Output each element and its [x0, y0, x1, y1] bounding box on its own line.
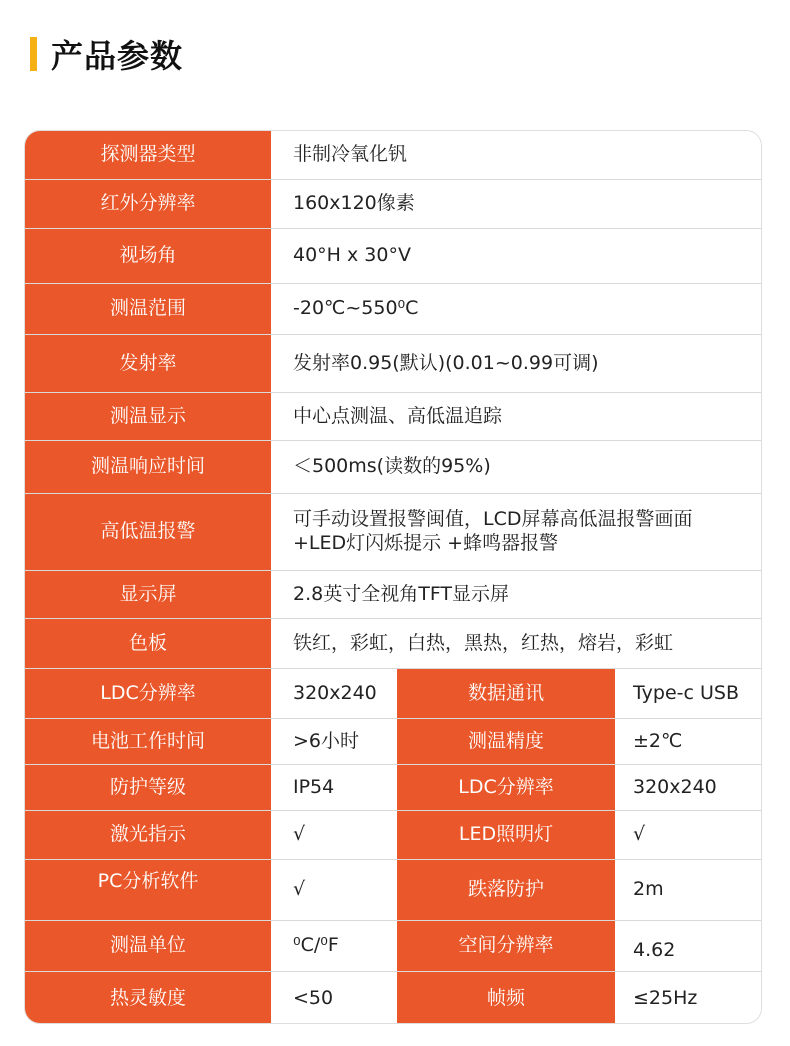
spec-label: 高低温报警 — [25, 494, 271, 570]
spec-value: 40°H x 30°V — [271, 229, 762, 283]
spec-label: 发射率 — [25, 335, 271, 392]
spec-value: <50 — [271, 972, 397, 1024]
spec-value: 可手动设置报警闽值，LCD屏幕高低温报警画面 +LED灯闪烁提示 +蜂鸣器报警 — [271, 494, 762, 570]
spec-value: 320x240 — [615, 765, 762, 810]
spec-table — [24, 130, 762, 1024]
spec-row-emissivity — [25, 335, 762, 392]
spec-label: 电池工作时间 — [25, 719, 271, 764]
row-divider — [25, 283, 762, 284]
spec-row-temp-display — [25, 393, 762, 440]
spec-row-detector-type — [25, 131, 762, 179]
section-title: 产品参数 — [51, 37, 184, 75]
spec-value: ±2℃ — [615, 719, 762, 764]
spec-row-field-of-view — [25, 229, 762, 283]
spec-value: 2m — [615, 860, 762, 920]
row-divider — [25, 971, 762, 972]
spec-label: 帧频 — [397, 972, 615, 1024]
spec-row-split — [25, 669, 762, 718]
spec-row-split — [25, 765, 762, 810]
spec-label: 视场角 — [25, 229, 271, 283]
spec-value: 中心点测温、高低温追踪 — [271, 393, 762, 440]
spec-row-response-time — [25, 441, 762, 493]
spec-value: -20℃~550⁰C — [271, 284, 762, 334]
spec-row-temp-range — [25, 284, 762, 334]
spec-value: √ — [271, 860, 397, 920]
spec-value: ⁰C/⁰F — [271, 921, 397, 971]
spec-row-ir-resolution — [25, 180, 762, 228]
spec-label: 测温响应时间 — [25, 441, 271, 493]
spec-value: 铁红，彩虹，白热，黑热，红热，熔岩，彩虹 — [271, 619, 762, 668]
spec-label: 跌落防护 — [397, 860, 615, 920]
spec-label: 测温范围 — [25, 284, 271, 334]
spec-label: 空间分辨率 — [397, 921, 615, 971]
spec-value: 4.62 — [615, 921, 762, 971]
spec-label: LDC分辨率 — [25, 669, 271, 718]
row-divider — [25, 920, 762, 921]
spec-row-split — [25, 811, 762, 859]
spec-value: √ — [271, 811, 397, 859]
spec-label: 红外分辨率 — [25, 180, 271, 228]
spec-row-palette — [25, 619, 762, 668]
spec-label: PC分析软件 — [25, 860, 271, 920]
row-divider — [25, 440, 762, 441]
spec-value: Type-c USB — [615, 669, 762, 718]
spec-row-alarm — [25, 494, 762, 570]
spec-value: 160x120像素 — [271, 180, 762, 228]
spec-row-split — [25, 719, 762, 764]
row-divider — [25, 859, 762, 860]
spec-value: 发射率0.95(默认)(0.01~0.99可调) — [271, 335, 762, 392]
row-divider — [25, 810, 762, 811]
spec-value: 320x240 — [271, 669, 397, 718]
row-divider — [25, 668, 762, 669]
row-divider — [25, 764, 762, 765]
row-divider — [25, 228, 762, 229]
spec-label: 防护等级 — [25, 765, 271, 810]
row-divider — [25, 179, 762, 180]
row-divider — [25, 570, 762, 571]
section-heading — [30, 34, 183, 74]
row-divider — [25, 618, 762, 619]
spec-row-display — [25, 571, 762, 618]
heading-accent-bar — [30, 37, 37, 71]
spec-label: 激光指示 — [25, 811, 271, 859]
spec-value: 非制冷氧化钒 — [271, 131, 762, 179]
row-divider — [25, 334, 762, 335]
row-divider — [25, 718, 762, 719]
spec-label: 显示屏 — [25, 571, 271, 618]
spec-label: LED照明灯 — [397, 811, 615, 859]
spec-row-split — [25, 921, 762, 971]
spec-value: >6小时 — [271, 719, 397, 764]
spec-value: IP54 — [271, 765, 397, 810]
spec-row-split — [25, 972, 762, 1024]
spec-label: 测温精度 — [397, 719, 615, 764]
spec-label: LDC分辨率 — [397, 765, 615, 810]
spec-row-split — [25, 860, 762, 920]
spec-value: ＜500ms(读数的95%) — [271, 441, 762, 493]
spec-label: 数据通讯 — [397, 669, 615, 718]
spec-value: ≤25Hz — [615, 972, 762, 1024]
spec-label: 探测器类型 — [25, 131, 271, 179]
spec-label: 测温显示 — [25, 393, 271, 440]
row-divider — [25, 493, 762, 494]
spec-label: 测温单位 — [25, 921, 271, 971]
row-divider — [25, 392, 762, 393]
spec-value: 2.8英寸全视角TFT显示屏 — [271, 571, 762, 618]
spec-label: 热灵敏度 — [25, 972, 271, 1024]
spec-label: 色板 — [25, 619, 271, 668]
spec-value: √ — [615, 811, 762, 859]
